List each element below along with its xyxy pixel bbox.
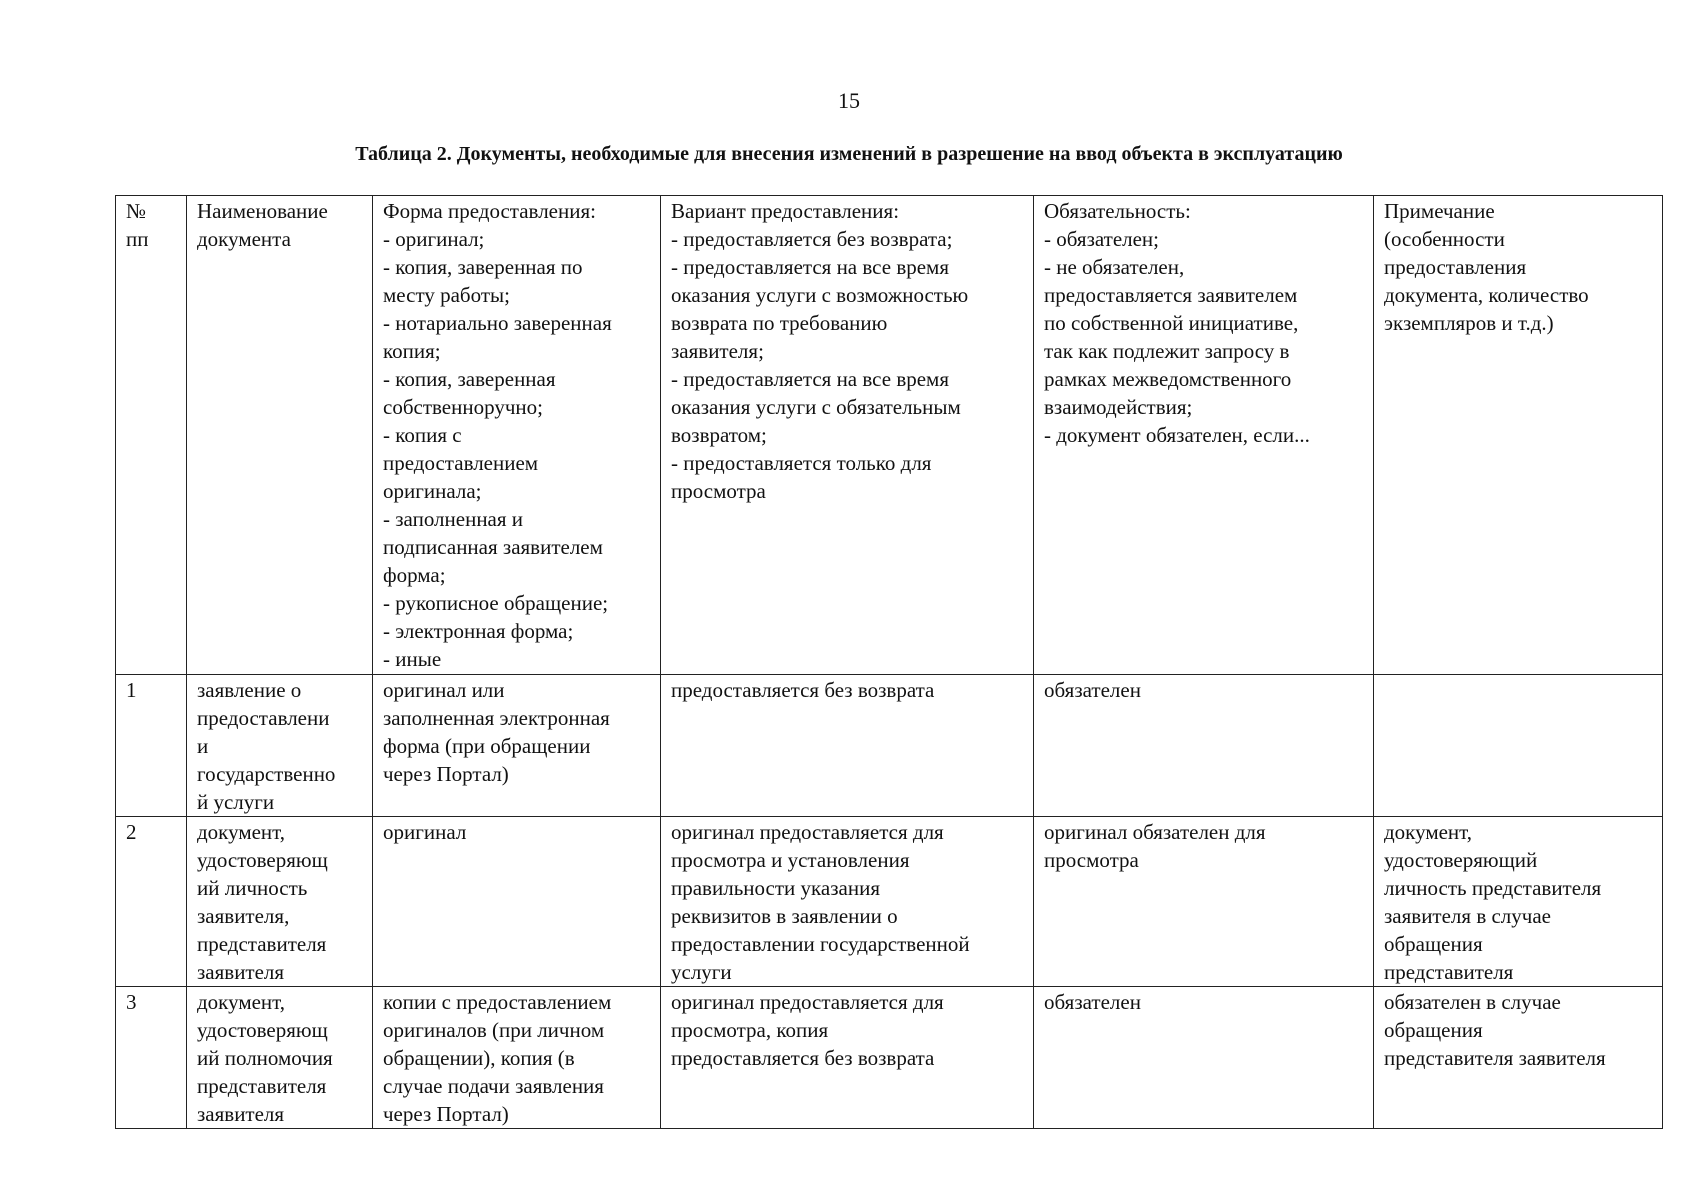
row-note: обязателен в случае обращения представителя заявителя [1374, 987, 1663, 1129]
header-cell-document-name: Наименование документа [187, 196, 373, 675]
row-obligation: обязателен [1034, 675, 1374, 817]
row-form: оригинал или заполненная электронная форма (при обращении через Портал) [373, 675, 661, 817]
row-number: 2 [116, 817, 187, 987]
row-number: 1 [116, 675, 187, 817]
header-cell-form: Форма предоставления: - оригинал; - копия, заверенная по месту работы; - нотариально заверенная копия; - копия, заверенная собственноручно; - копия с предоставлением оригинала; - заполненная и подписанная заявителем форма; - рукописное обращение; - электронная форма; - иные [373, 196, 661, 675]
row-form: копии с предоставлением оригиналов (при личном обращении), копия (в случае подачи заявления через Портал) [373, 987, 661, 1129]
header-cell-obligation: Обязательность: - обязателен; - не обязателен, предоставляется заявителем по собственной инициативе, так как подлежит запросу в рамках межведомственного взаимодействия; - документ обязателен, если... [1034, 196, 1374, 675]
table-title: Таблица 2. Документы, необходимые для внесения изменений в разрешение на ввод объекта в эксплуатацию [355, 143, 1343, 165]
row-obligation: оригинал обязателен для просмотра [1034, 817, 1374, 987]
header-cell-note: Примечание (особенности предоставления документа, количество экземпляров и т.д.) [1374, 196, 1663, 675]
header-cell-variant: Вариант предоставления: - предоставляется без возврата; - предоставляется на все время оказания услуги с возможностью возврата по требованию заявителя; - предоставляется на все время оказания услуги с обязательным возвратом; - предоставляется только для просмотра [661, 196, 1034, 675]
header-cell-number: № пп [116, 196, 187, 675]
documents-table [115, 195, 1663, 1129]
row-form: оригинал [373, 817, 661, 987]
table-header-row [116, 196, 1663, 675]
row-variant: предоставляется без возврата [661, 675, 1034, 817]
row-note [1374, 675, 1663, 817]
row-obligation: обязателен [1034, 987, 1374, 1129]
row-variant: оригинал предоставляется для просмотра и установления правильности указания реквизитов в заявлении о предоставлении государственной услуги [661, 817, 1034, 987]
row-note: документ, удостоверяющий личность представителя заявителя в случае обращения представителя [1374, 817, 1663, 987]
row-document-name: документ, удостоверяющ ий личность заявителя, представителя заявителя [187, 817, 373, 987]
table-row [116, 817, 1663, 987]
row-document-name: документ, удостоверяющ ий полномочия представителя заявителя [187, 987, 373, 1129]
table-row [116, 675, 1663, 817]
table-row [116, 987, 1663, 1129]
row-document-name: заявление о предоставлени и государственно й услуги [187, 675, 373, 817]
row-number: 3 [116, 987, 187, 1129]
page-number: 15 [838, 88, 860, 113]
row-variant: оригинал предоставляется для просмотра, копия предоставляется без возврата [661, 987, 1034, 1129]
